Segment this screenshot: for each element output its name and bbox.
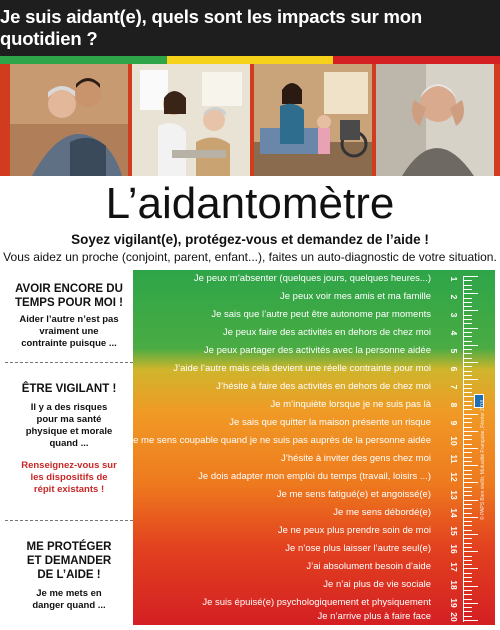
- scale-number: 8: [449, 402, 459, 408]
- ruler-tick: [464, 487, 472, 488]
- ruler-tick: [464, 590, 472, 591]
- scale-number: 4: [449, 330, 459, 336]
- color-stripe: [0, 56, 500, 64]
- ruler-tick: [464, 556, 472, 557]
- ruler-tick: [464, 298, 472, 299]
- scale-number: 11: [449, 454, 459, 464]
- section-text: Il y a des risques pour ma santé physique et morale quand ...: [25, 402, 113, 449]
- ruler-tick: [464, 573, 472, 574]
- ruler-tick: [464, 427, 472, 428]
- ruler-tick: [464, 504, 472, 505]
- ruler-tick: [464, 280, 472, 281]
- ruler-tick: [464, 452, 472, 453]
- ruler-tick: [464, 310, 478, 311]
- ruler-tick: [464, 358, 472, 359]
- ruler-tick: [464, 461, 472, 462]
- scale-item: Je dois adapter mon emploi du temps (travail, loisirs ...): [198, 471, 431, 482]
- ruler-tick: [464, 482, 478, 483]
- page-title: L’aidantomètre: [105, 179, 395, 228]
- ruler-tick: [464, 543, 472, 544]
- ruler-tick: [464, 513, 472, 514]
- scale-number: 1: [449, 276, 459, 282]
- scale-item: Je peux m’absenter (quelques jours, quelques heures...): [193, 273, 431, 284]
- photo-worried-man: [376, 64, 494, 176]
- ruler-tick: [464, 568, 478, 569]
- ruler-tick: [464, 517, 478, 518]
- scale-item: Je me sens coupable quand je ne suis pas auprès de la personne aidée: [128, 435, 431, 446]
- scale-number: 18: [449, 580, 459, 590]
- scale-item: Je me sens fatigué(e) et angoissé(e): [276, 489, 431, 500]
- ruler-tick: [464, 328, 478, 329]
- ruler-tick: [464, 470, 472, 471]
- scale-item: Je n’ose plus laisser l’autre seul(e): [285, 543, 431, 554]
- scale-number: 10: [449, 436, 459, 446]
- page-header-title: Je suis aidant(e), quels sont les impacts sur mon quotidien ?: [0, 6, 422, 49]
- scale-item: Je m’inquiète lorsque je ne suis pas là: [270, 399, 431, 410]
- section-green: [5, 282, 133, 350]
- scale-item: Je peux partager des activités avec la personne aidée: [203, 345, 431, 356]
- ruler-tick: [464, 599, 472, 600]
- ruler-tick: [464, 439, 472, 440]
- scale-number: 12: [449, 472, 459, 482]
- ruler-tick: [464, 315, 472, 316]
- ruler-tick: [464, 465, 478, 466]
- ruler-tick: [464, 435, 472, 436]
- scale-number: 3: [449, 312, 459, 318]
- ruler-tick: [464, 534, 478, 535]
- ruler-tick: [464, 607, 472, 608]
- scale-number: 9: [449, 420, 459, 426]
- ruler-tick: [464, 594, 472, 595]
- ruler-tick: [464, 457, 472, 458]
- ruler-tick: [464, 414, 478, 415]
- ruler-tick: [464, 538, 472, 539]
- section-orange: [5, 382, 133, 496]
- scale-number: 5: [449, 348, 459, 354]
- ruler-tick: [464, 422, 472, 423]
- scale-item: Je n’ai plus de vie sociale: [323, 579, 431, 590]
- ruler-tick: [464, 409, 472, 410]
- ruler-tick: [464, 521, 472, 522]
- scale-item: J’aide l’autre mais cela devient une réelle contrainte pour moi: [173, 363, 431, 374]
- ruler-tick: [464, 560, 472, 561]
- scale-item: Je ne peux plus prendre soin de moi: [277, 525, 431, 536]
- scale-number: 6: [449, 366, 459, 372]
- subtitle-instructions: Vous aidez un proche (conjoint, parent, enfant...), faites un auto-diagnostic de votre situation.: [3, 250, 497, 264]
- header-banner: [0, 0, 500, 56]
- scale-number: 14: [449, 508, 459, 518]
- photo-strip: [0, 64, 500, 176]
- scale-number: 19: [449, 598, 459, 608]
- scale-number: 2: [449, 294, 459, 300]
- ruler-tick: [464, 478, 472, 479]
- aidantometre-scale: [5, 270, 495, 625]
- section-text: Aider l’autre n’est pas vraiment une contrainte puisque ...: [19, 314, 119, 349]
- ruler-tick: [464, 285, 472, 286]
- ruler-tick: [464, 405, 472, 406]
- divider: [5, 362, 133, 363]
- ruler-tick: [464, 375, 472, 376]
- scale-item: J’hésite à faire des activités en dehors de chez moi: [216, 381, 431, 392]
- section-labels: [5, 270, 133, 625]
- ruler-tick: [464, 332, 472, 333]
- scale-item: Je suis épuisé(e) psychologiquement et physiquement: [202, 597, 431, 608]
- ruler-tick: [464, 276, 478, 277]
- ruler-tick: [464, 431, 478, 432]
- scale-item: J’hésite à inviter des gens chez moi: [281, 453, 431, 464]
- scale-number: 20: [449, 612, 459, 622]
- ruler-tick: [464, 293, 478, 294]
- ruler-tick: [464, 616, 472, 617]
- section-text: Je me mets en danger quand ...: [32, 588, 106, 611]
- scale-item: Je sais que quitter la maison présente un risque: [229, 417, 431, 428]
- ruler-tick: [464, 444, 472, 445]
- divider: [5, 520, 133, 521]
- photo-caregiver-bedroom-child: [254, 64, 372, 176]
- ruler-tick: [464, 392, 472, 393]
- ruler-tick: [464, 500, 478, 501]
- subtitle: Soyez vigilant(e), protégez-vous et demandez de l’aide !: [71, 232, 429, 247]
- ruler-tick: [464, 366, 472, 367]
- ruler-tick: [464, 551, 478, 552]
- ruler-tick: [464, 530, 472, 531]
- ruler-tick: [464, 611, 472, 612]
- ruler-tick: [464, 336, 472, 337]
- ruler-tick: [464, 495, 472, 496]
- scale-item: J’ai absolument besoin d’aide: [306, 561, 431, 572]
- ruler-tick: [464, 525, 472, 526]
- ruler-tick: [464, 371, 472, 372]
- ruler-tick: [464, 448, 478, 449]
- scale-number: 17: [449, 562, 459, 572]
- ruler-tick: [464, 508, 472, 509]
- credit-text: © PAPS Bien vieillir, Mutualité Française, Février 2018: [480, 399, 486, 520]
- ruler-tick: [464, 418, 472, 419]
- scale-number: 7: [449, 384, 459, 390]
- ruler-tick: [464, 345, 478, 346]
- ruler-tick: [464, 341, 472, 342]
- scale-number: 16: [449, 544, 459, 554]
- scale-item: Je peux voir mes amis et ma famille: [280, 291, 431, 302]
- scale-item: Je me sens débordé(e): [333, 507, 431, 518]
- ruler-tick: [464, 362, 478, 363]
- section-heading: AVOIR ENCORE DU TEMPS POUR MOI !: [15, 283, 123, 309]
- ruler-tick: [464, 577, 472, 578]
- ruler-tick: [464, 491, 472, 492]
- ruler-tick: [464, 620, 478, 621]
- ruler-tick: [464, 603, 478, 604]
- section-heading: ME PROTÉGER ET DEMANDER DE L’AIDE !: [26, 541, 112, 581]
- ruler-tick: [464, 401, 472, 402]
- ruler-tick: [464, 289, 472, 290]
- ruler-tick: [464, 353, 472, 354]
- scale-number: 13: [449, 490, 459, 500]
- section-red: [5, 540, 133, 612]
- scale-item: Je peux faire des activités en dehors de chez moi: [222, 327, 431, 338]
- ruler-tick: [464, 319, 472, 320]
- ruler-tick: [464, 586, 478, 587]
- respite-note: Renseignez-vous sur les dispositifs de répit existants !: [21, 460, 117, 495]
- photo-father-son: [10, 64, 128, 176]
- ruler-tick: [464, 323, 472, 324]
- scale-item: Je sais que l’autre peut être autonome par moments: [211, 309, 431, 320]
- scale-item: Je n’arrive plus à faire face: [317, 611, 431, 622]
- ruler-tick: [464, 302, 472, 303]
- scale-number: 15: [449, 526, 459, 536]
- ruler-tick: [464, 379, 478, 380]
- ruler-tick: [464, 547, 472, 548]
- ruler-tick: [464, 388, 472, 389]
- ruler-tick: [464, 349, 472, 350]
- photo-helping-elderly-woman-eat: [132, 64, 250, 176]
- section-heading: ÊTRE VIGILANT !: [21, 383, 117, 395]
- ruler-tick: [464, 474, 472, 475]
- ruler-tick: [464, 306, 472, 307]
- ruler-tick: [464, 581, 472, 582]
- ruler-tick: [464, 384, 472, 385]
- ruler-tick: [464, 564, 472, 565]
